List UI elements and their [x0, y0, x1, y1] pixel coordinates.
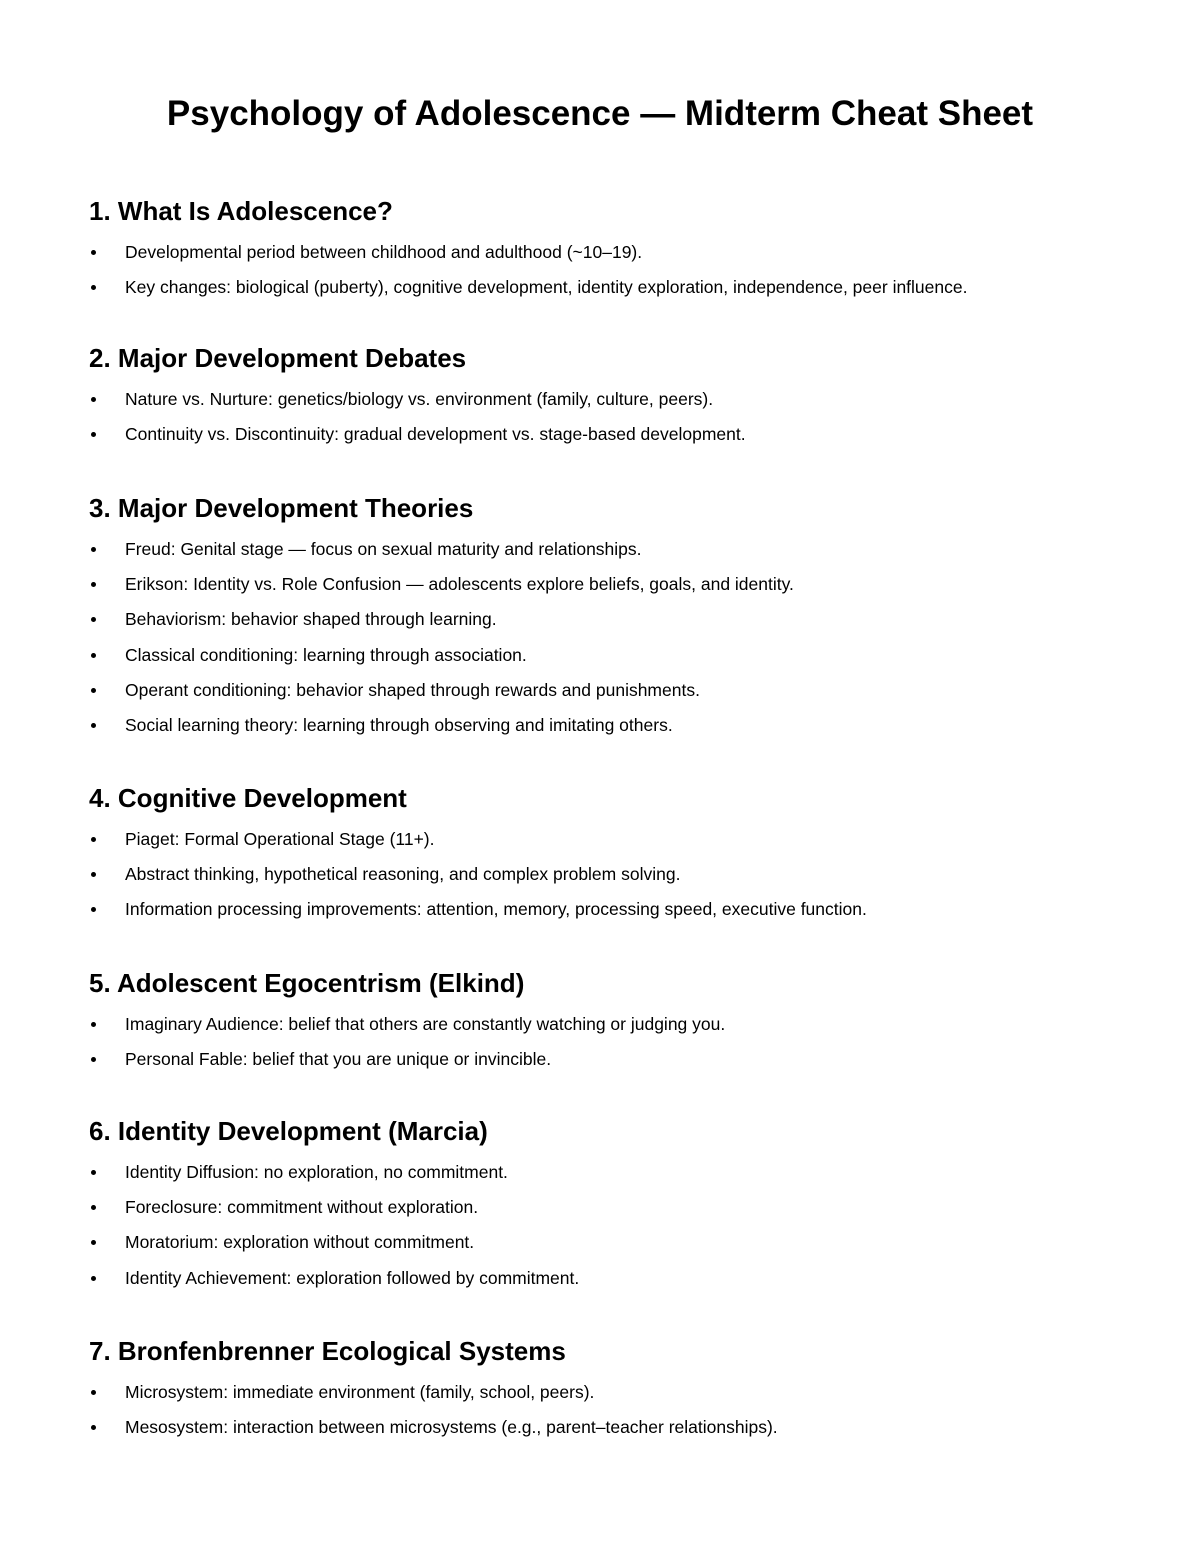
- list-item: [89, 1007, 1149, 1042]
- bullet-icon: [91, 285, 96, 290]
- section-heading: 2. Major Development Debates: [89, 343, 467, 373]
- list-item-text: Abstract thinking, hypothetical reasoning, and complex problem solving.: [125, 864, 681, 885]
- list-item: [89, 1261, 1149, 1296]
- bullet-icon: [91, 397, 96, 402]
- bullet-icon: [91, 723, 96, 728]
- list-item-text: Key changes: biological (puberty), cognitive development, identity exploration, independence, peer influence.: [125, 277, 968, 298]
- list-item-text: Moratorium: exploration without commitment.: [125, 1232, 475, 1253]
- bullet-icon: [91, 688, 96, 693]
- bullet-icon: [91, 1276, 96, 1281]
- bullet-icon: [91, 582, 96, 587]
- list-item: [89, 1410, 1149, 1445]
- bullet-icon: [91, 1057, 96, 1062]
- list-item: [89, 1155, 1149, 1190]
- list-item: [89, 1190, 1149, 1225]
- list-item-text: Piaget: Formal Operational Stage (11+).: [125, 829, 435, 849]
- list-item-text: Imaginary Audience: belief that others are constantly watching or judging you.: [125, 1014, 726, 1034]
- list-item: [89, 892, 1149, 927]
- section-what-is-adolescence: [89, 195, 1149, 305]
- bullet-icon: [91, 837, 96, 842]
- bullet-list: [89, 1375, 1149, 1445]
- section-heading: 5. Adolescent Egocentrism (Elkind): [89, 968, 525, 998]
- bullet-list: [89, 1155, 1149, 1296]
- list-item: [89, 602, 1149, 637]
- list-item: [89, 567, 1149, 602]
- list-item-text: Microsystem: immediate environment (family, school, peers).: [125, 1382, 595, 1402]
- bullet-icon: [91, 1205, 96, 1210]
- list-item-text: Personal Fable: belief that you are unique or invincible.: [125, 1049, 552, 1070]
- list-item: [89, 270, 1149, 305]
- section-adolescent-egocentrism: [89, 967, 1149, 1077]
- bullet-icon: [91, 872, 96, 877]
- bullet-icon: [91, 1390, 96, 1395]
- section-development-theories: [89, 492, 1149, 743]
- list-item-text: Operant conditioning: behavior shaped through rewards and punishments.: [125, 679, 700, 700]
- list-item-text: Freud: Genital stage — focus on sexual maturity and relationships.: [125, 539, 642, 559]
- list-item-text: Identity Diffusion: no exploration, no commitment.: [125, 1162, 508, 1182]
- bullet-list: [89, 235, 1149, 305]
- section-ecological-systems: [89, 1335, 1149, 1445]
- list-item: [89, 1225, 1149, 1260]
- section-heading: 4. Cognitive Development: [89, 783, 407, 813]
- list-item-text: Mesosystem: interaction between microsystems (e.g., parent–teacher relationships).: [125, 1417, 778, 1438]
- list-item: [89, 235, 1149, 270]
- bullet-icon: [91, 547, 96, 552]
- bullet-icon: [91, 1425, 96, 1430]
- section-heading: 7. Bronfenbrenner Ecological Systems: [89, 1336, 566, 1366]
- list-item: [89, 822, 1149, 857]
- section-identity-development: [89, 1115, 1149, 1296]
- list-item-text: Social learning theory: learning through observing and imitating others.: [125, 714, 673, 735]
- list-item: [89, 638, 1149, 673]
- list-item: [89, 417, 1149, 452]
- list-item-text: Information processing improvements: attention, memory, processing speed, executive function.: [125, 899, 867, 920]
- list-item-text: Developmental period between childhood and adulthood (~10–19).: [125, 242, 643, 262]
- bullet-icon: [91, 1240, 96, 1245]
- bullet-list: [89, 1007, 1149, 1077]
- section-development-debates: [89, 342, 1149, 452]
- list-item-text: Behaviorism: behavior shaped through learning.: [125, 609, 497, 630]
- list-item: [89, 382, 1149, 417]
- list-item-text: Foreclosure: commitment without exploration.: [125, 1197, 479, 1218]
- bullet-icon: [91, 617, 96, 622]
- bullet-icon: [91, 250, 96, 255]
- list-item-text: Classical conditioning: learning through association.: [125, 644, 527, 665]
- bullet-icon: [91, 1022, 96, 1027]
- bullet-list: [89, 382, 1149, 452]
- bullet-icon: [91, 1170, 96, 1175]
- section-heading: 6. Identity Development (Marcia): [89, 1116, 488, 1146]
- bullet-list: [89, 822, 1149, 928]
- bullet-list: [89, 532, 1149, 743]
- list-item-text: Identity Achievement: exploration followed by commitment.: [125, 1267, 580, 1288]
- list-item: [89, 673, 1149, 708]
- list-item: [89, 532, 1149, 567]
- list-item: [89, 1042, 1149, 1077]
- bullet-icon: [91, 432, 96, 437]
- list-item: [89, 857, 1149, 892]
- section-heading: 3. Major Development Theories: [89, 493, 474, 523]
- list-item-text: Nature vs. Nurture: genetics/biology vs. environment (family, culture, peers).: [125, 389, 714, 409]
- section-cognitive-development: [89, 782, 1149, 928]
- list-item: [89, 708, 1149, 743]
- section-heading: 1. What Is Adolescence?: [89, 196, 393, 226]
- list-item-text: Continuity vs. Discontinuity: gradual development vs. stage-based development.: [125, 424, 746, 445]
- list-item-text: Erikson: Identity vs. Role Confusion — adolescents explore beliefs, goals, and identity.: [125, 574, 794, 595]
- bullet-icon: [91, 907, 96, 912]
- document-title: Psychology of Adolescence — Midterm Cheat Sheet: [166, 94, 1034, 133]
- bullet-icon: [91, 653, 96, 658]
- list-item: [89, 1375, 1149, 1410]
